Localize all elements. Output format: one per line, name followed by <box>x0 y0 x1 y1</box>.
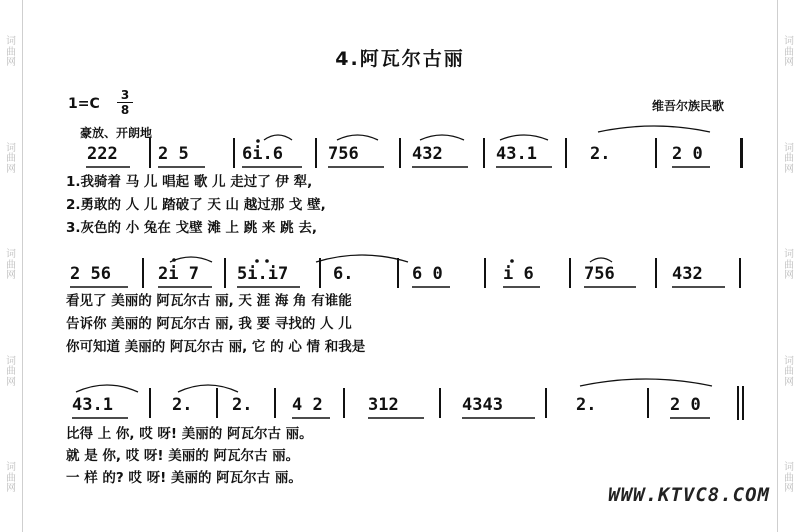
watermark-glyphs: 词 曲 网 <box>6 142 16 175</box>
watermark-glyphs: 词 曲 网 <box>784 355 794 388</box>
lyric-line: 看见了 美丽的 阿瓦尔古 丽, 天 涯 海 角 有谁能 <box>66 293 352 309</box>
slur <box>337 135 378 140</box>
measure-note: 2 0 <box>670 395 701 415</box>
lyric-line: 比得 上 你, 哎 呀! 美丽的 阿瓦尔古 丽。 <box>66 426 313 442</box>
watermark-glyphs: 词 曲 网 <box>784 142 794 175</box>
time-signature-top: 3 <box>120 88 130 102</box>
measure-note: 2 56 <box>70 264 111 284</box>
lyric-line: 一 样 的? 哎 呀! 美丽的 阿瓦尔古 丽。 <box>66 470 302 486</box>
slur <box>590 258 612 262</box>
lyric-line: 1.我骑着 马 儿 唱起 歌 儿 走过了 伊 犁, <box>66 174 313 190</box>
measure-note: 2 5 <box>158 144 189 164</box>
slur <box>76 385 138 392</box>
octave-dot <box>172 258 176 262</box>
watermark-glyphs: 词 曲 网 <box>6 36 16 69</box>
measure-note: 4 2 <box>292 395 323 415</box>
measure-note: 43.1 <box>72 395 113 415</box>
measure-note: 2. <box>232 395 253 415</box>
lyric-line: 3.灰色的 小 兔在 戈壁 滩 上 跳 来 跳 去, <box>66 220 317 236</box>
slur <box>500 135 548 140</box>
measure-note: 222 <box>87 144 118 164</box>
slur <box>170 257 212 262</box>
slur <box>264 135 292 140</box>
octave-dot <box>265 259 269 263</box>
tempo-marking: 豪放、开朗地 <box>80 126 153 140</box>
watermark-glyphs: 词 曲 网 <box>6 355 16 388</box>
measure-note: 2. <box>576 395 597 415</box>
watermark-glyphs: 词 曲 网 <box>784 462 794 494</box>
measure-note: 6. <box>333 264 354 284</box>
measure-note: 43.1 <box>496 144 537 164</box>
measure-note: 2 0 <box>672 144 703 164</box>
measure-note: 2i 7 <box>158 264 199 284</box>
watermark-glyphs: 词 曲 网 <box>6 462 16 494</box>
measure-note: 432 <box>672 264 703 284</box>
song-origin: 维吾尔族民歌 <box>652 99 725 113</box>
watermark-glyphs: 词 曲 网 <box>784 249 794 282</box>
octave-dot <box>510 259 514 263</box>
measure-note: 2. <box>172 395 193 415</box>
watermark-glyphs: 词 曲 网 <box>784 36 794 69</box>
watermark-glyphs: 词 曲 网 <box>6 249 16 282</box>
measure-note: 756 <box>584 264 615 284</box>
time-signature-bottom: 8 <box>120 103 130 117</box>
measure-note: 432 <box>412 144 443 164</box>
lyric-line: 就 是 你, 哎 呀! 美丽的 阿瓦尔古 丽。 <box>66 448 300 464</box>
slur <box>178 385 238 392</box>
measure-note: i 6 <box>503 264 534 284</box>
measure-note: 2. <box>590 144 611 164</box>
measure-note: 756 <box>328 144 359 164</box>
key-signature: 1=C <box>68 96 100 112</box>
measure-note: 312 <box>368 395 399 415</box>
lyric-line: 你可知道 美丽的 阿瓦尔古 丽, 它 的 心 情 和我是 <box>66 339 366 355</box>
song-title: 4.阿瓦尔古丽 <box>335 48 465 70</box>
slur <box>420 135 464 140</box>
lyric-line: 2.勇敢的 人 儿 踏破了 天 山 越过那 戈 壁, <box>66 197 326 213</box>
website-watermark: WWW.KTVC8.COM <box>608 484 770 506</box>
slur <box>580 379 712 386</box>
lyric-line: 告诉你 美丽的 阿瓦尔古 丽, 我 要 寻找的 人 儿 <box>66 316 352 332</box>
measure-note: 6i.6 <box>242 144 283 164</box>
slur <box>598 126 710 132</box>
octave-dot <box>255 259 259 263</box>
octave-dot <box>256 139 260 143</box>
measure-note: 5i.i7 <box>237 264 289 284</box>
slur <box>316 255 408 262</box>
measure-note: 4343 <box>462 395 503 415</box>
measure-note: 6 0 <box>412 264 443 284</box>
